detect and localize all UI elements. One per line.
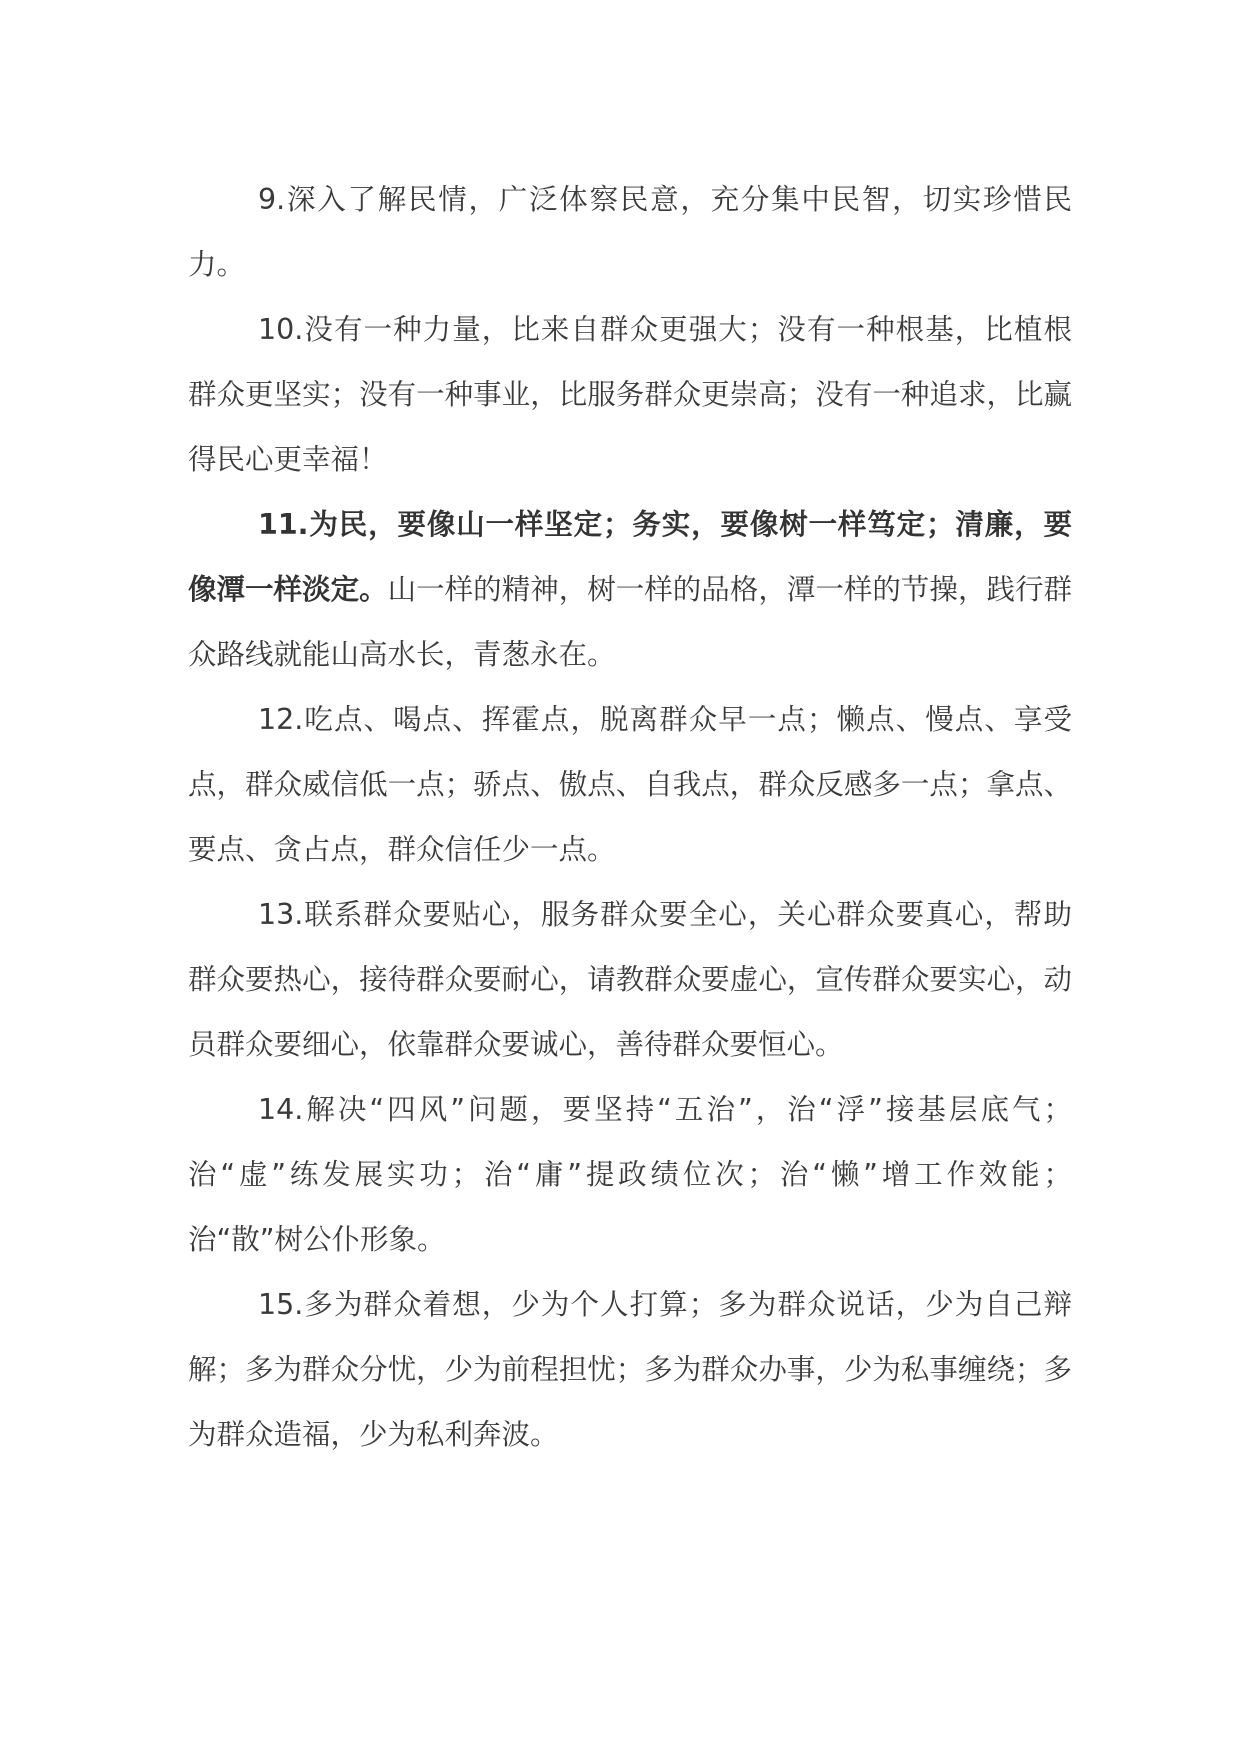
paragraph-15 (188, 1272, 1072, 1467)
paragraph-text: 山一样的精神，树一样的品格，潭一样的节操，践行群众路线就能山高水长，青葱永在。 (188, 573, 1072, 671)
paragraph-text: 没有一种力量，比来自群众更强大；没有一种根基，比植根群众更坚实；没有一种事业，比服务群众更崇高；没有一种追求，比赢得民心更幸福！ (188, 313, 1072, 476)
paragraph-number: 9. (258, 183, 286, 216)
paragraph-text: 联系群众要贴心，服务群众要全心，关心群众要真心，帮助群众要热心，接待群众要耐心，请教群众要虚心，宣传群众要实心，动员群众要细心，依靠群众要诚心，善待群众要恒心。 (188, 898, 1072, 1061)
paragraph-number: 14. (258, 1093, 304, 1126)
paragraph-9 (188, 167, 1072, 297)
paragraph-text: 解决“四风”问题，要坚持“五治”，治“浮”接基层底气；治“虚”练发展实功；治“庸”提政绩位次；治“懒”增工作效能；治“散”树公仆形象。 (188, 1093, 1072, 1256)
paragraph-11 (188, 492, 1072, 687)
paragraph-number: 12. (258, 703, 304, 736)
document-body (188, 167, 1072, 1467)
paragraph-text: 多为群众着想，少为个人打算；多为群众说话，少为自己辩解；多为群众分忧，少为前程担忧；多为群众办事，少为私事缠绕；多为群众造福，少为私利奔波。 (188, 1288, 1072, 1451)
paragraph-number: 15. (258, 1288, 304, 1321)
paragraph-13 (188, 882, 1072, 1077)
paragraph-text: 深入了解民情，广泛体察民意，充分集中民智，切实珍惜民力。 (188, 183, 1072, 281)
paragraph-14 (188, 1077, 1072, 1272)
paragraph-10 (188, 297, 1072, 492)
paragraph-bold-lead: 为民，要像山一样坚定；务实，要像树一样笃定；清廉，要像潭一样淡定。 (188, 508, 1072, 606)
paragraph-number: 10. (258, 313, 304, 346)
paragraph-number: 13. (258, 898, 304, 931)
paragraph-text: 吃点、喝点、挥霍点，脱离群众早一点；懒点、慢点、享受点，群众威信低一点；骄点、傲点、自我点，群众反感多一点；拿点、要点、贪占点，群众信任少一点。 (188, 703, 1072, 866)
paragraph-12 (188, 687, 1072, 882)
paragraph-number: 11. (258, 508, 309, 541)
